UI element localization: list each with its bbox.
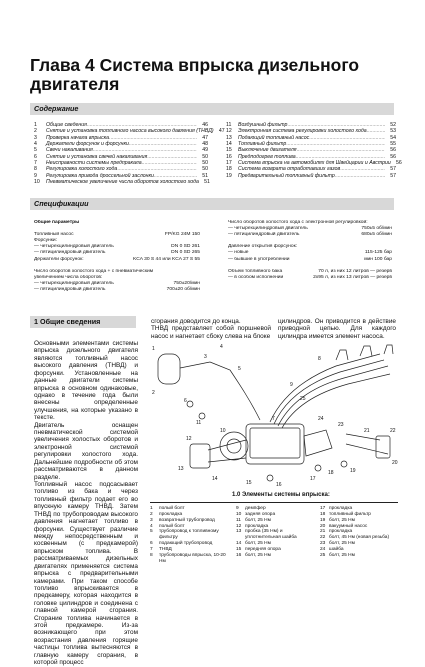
legend-item — [236, 529, 316, 541]
figure-caption-rule — [150, 502, 398, 503]
contents-item-title: Регулировка привода дроссельной заслонки — [46, 172, 154, 179]
figure-legend-column-3 — [320, 506, 400, 559]
legend-item — [150, 553, 232, 565]
callout-21: 21 — [364, 428, 370, 434]
callout-9: 9 — [290, 382, 293, 388]
spec-label: — четырехцилиндровый двигатель — [228, 226, 308, 232]
callout-5: 5 — [238, 366, 241, 372]
legend-item-number: 24 — [320, 546, 326, 552]
spec-left-column — [34, 220, 200, 293]
contents-item-title: Пневматическое увеличение числа оборотов холостого хода — [46, 179, 199, 186]
legend-item-text: полый болт — [159, 506, 185, 511]
legend-item-number: 2 — [150, 511, 153, 517]
legend-item-number: 15 — [236, 546, 242, 552]
contents-item-number: 7 — [34, 160, 37, 167]
contents-item-title: Снятие и установка топливного насоса высокого давления (ТНВД) — [46, 128, 214, 135]
legend-item-text: прокладка — [329, 506, 353, 511]
legend-item-number: 1 — [150, 506, 153, 511]
contents-item-page: 51 — [204, 179, 210, 186]
contents-item-title: Электронная система регулировки холостого хода — [238, 128, 367, 135]
spec-label: Держатели форсунок: — [34, 256, 84, 262]
contents-item-number: 11 — [226, 122, 232, 128]
callout-10: 10 — [220, 428, 226, 434]
callout-14: 14 — [212, 476, 218, 482]
callout-11: 11 — [196, 420, 202, 426]
legend-item-text: болт, 25 Нм — [245, 541, 271, 547]
contents-item-title: Свечи накаливания — [46, 147, 93, 154]
legend-item-number: 4 — [150, 523, 153, 529]
spec-value: 70 л, из них 12 литров — резерв — [318, 268, 392, 274]
legend-item-text: болт, 25 Нм — [329, 517, 355, 523]
callout-18: 18 — [328, 470, 334, 476]
spec-value: 2x95 л, из них 13 литров — резерв — [313, 274, 392, 280]
spec-label: Давление открытия форсунок: — [228, 244, 298, 250]
contents-item-title: Воздушный фильтр — [238, 122, 288, 128]
legend-item-number: 14 — [236, 541, 242, 547]
spec-heading: Спецификации — [34, 199, 89, 208]
contents-item-page: 47 — [218, 128, 225, 135]
contents-item-page: 53 — [390, 128, 396, 135]
callout-22: 22 — [390, 428, 396, 434]
contents-item-number: 12 — [226, 128, 232, 135]
section1-heading: 1 Общие сведения — [34, 317, 101, 326]
callout-6: 6 — [184, 398, 187, 404]
legend-item-text: демпфер — [245, 506, 266, 511]
contents-item-title: Снятие и установка свечей накаливания — [46, 153, 148, 160]
legend-item-number: 13 — [236, 529, 242, 535]
callout-19: 19 — [350, 468, 356, 474]
contents-item-page: 52 — [390, 122, 396, 128]
legend-item-number: 21 — [320, 529, 326, 535]
contents-item-leader — [335, 173, 385, 179]
callout-4: 4 — [220, 344, 223, 350]
legend-item — [236, 553, 316, 559]
contents-item — [226, 173, 396, 179]
callout-2: 2 — [152, 390, 155, 396]
legend-item-text: возвратный трубопровод — [159, 517, 215, 523]
callout-3: 3 — [204, 354, 207, 360]
legend-item-number: 12 — [236, 523, 242, 529]
contents-item-number: 5 — [34, 147, 37, 154]
spec-label: — четырехцилиндровый двигатель — [34, 280, 114, 286]
contents-item-page: 57 — [390, 172, 396, 179]
callout-16: 16 — [276, 482, 282, 488]
legend-item-text: болт, 45 Нм (новая резьба) — [329, 535, 390, 541]
legend-item-text: прокладка — [159, 511, 183, 517]
callout-7: 7 — [272, 416, 275, 422]
contents-item-number: 6 — [34, 153, 37, 160]
legend-item-number: 20 — [320, 523, 326, 529]
injection-system-drawing — [150, 340, 398, 488]
spec-value: 115-125 бар — [364, 250, 392, 256]
legend-item-text: задняя опора — [245, 511, 276, 517]
spec-label: — новые — [228, 250, 249, 256]
legend-item-text: трубопровод к топливному фильтру — [159, 529, 219, 541]
figure-legend-column-2 — [236, 506, 316, 559]
contents-item-number: 1 — [34, 122, 37, 128]
contents-item-title: Предварительный топливный фильтр — [238, 172, 335, 179]
spec-value: 700±20 об/мин — [166, 287, 200, 293]
section1-heading-bar — [30, 316, 136, 328]
spec-value: 750±20/мин — [173, 280, 200, 286]
contents-left-column — [34, 122, 225, 186]
spec-label: — бывшие в употреблении — [228, 256, 290, 262]
legend-item-number: 6 — [150, 541, 153, 547]
contents-item-title: Проверка начала впрыска — [46, 134, 110, 141]
contents-item-title: Топливный фильтр — [238, 141, 287, 148]
callout-20: 20 — [392, 460, 398, 466]
legend-item-text: болт, 25 Нм — [245, 517, 271, 523]
legend-item-number: 19 — [320, 517, 326, 523]
callout-24: 24 — [318, 416, 324, 422]
spec-label: — в особом исполнении — [228, 274, 284, 280]
contents-item-title: Подающий топливный насос — [238, 134, 310, 141]
spec-label: Объем топливного бака — [228, 268, 283, 274]
section1-continued-right: цилиндров. Он приводится в действие приводной цепью. Для каждого цилиндра имеется элемент насоса. — [278, 318, 396, 340]
contents-right-column — [226, 122, 402, 179]
legend-item-text: вакуумный насос — [329, 523, 368, 529]
chapter-title: Глава 4 Система впрыска дизельного двигателя — [30, 55, 360, 94]
legend-item-number: 9 — [236, 506, 239, 511]
legend-item-number: 5 — [150, 529, 153, 535]
contents-item-title: Система возврата отработавших газов — [238, 166, 341, 173]
legend-item-number: 8 — [150, 552, 153, 558]
legend-item-number: 3 — [150, 517, 153, 523]
spec-label: — пятицилиндровый двигатель — [34, 287, 106, 293]
callout-1: 1 — [152, 346, 155, 352]
legend-item-text: полый болт — [159, 523, 185, 529]
callout-23: 23 — [338, 422, 344, 428]
section1-body — [34, 340, 138, 667]
spec-label: Число оборотов холостого хода с электронной регулировкой: — [228, 220, 368, 225]
contents-item-number: 19 — [226, 172, 232, 179]
callout-17: 17 — [310, 476, 316, 482]
contents-item-title: Система впрыска на автомобилях для Швейцарии и Австрии — [238, 160, 391, 167]
legend-item-text: топливный фильтр — [329, 511, 371, 517]
spec-label: увеличением числа оборотов: — [34, 274, 103, 280]
legend-item — [150, 529, 232, 541]
legend-item-text: болт, 25 Нм — [329, 541, 355, 547]
legend-item-number: 25 — [320, 552, 326, 558]
contents-item-number: 14 — [226, 141, 232, 148]
callout-13: 13 — [178, 466, 184, 472]
contents-item-number: 4 — [34, 141, 37, 148]
legend-item-text: подающий трубопровод — [159, 541, 213, 547]
legend-item-number: 10 — [236, 511, 242, 517]
spec-value: KCA 30 S 44 или KCA 27 S 55 — [132, 256, 200, 262]
contents-item-title: Выключение двигателя — [238, 147, 297, 154]
contents-item-page: 50 — [202, 153, 208, 160]
contents-item-title: Держатели форсунок и форсунки — [46, 141, 129, 148]
contents-heading-bar — [30, 103, 394, 115]
figure-legend-column-1 — [150, 506, 232, 564]
legend-item — [320, 553, 400, 559]
legend-item-number: 16 — [236, 552, 242, 558]
contents-item-page: 50 — [202, 166, 208, 173]
contents-item-title: Регулировка холостого хода — [46, 166, 118, 173]
legend-item-text: прокладка — [245, 523, 269, 529]
callout-15: 15 — [246, 480, 252, 486]
section1-paragraph-2: Двигатель оснащен пневматической системой увеличения холостых оборотов и электронной системой регулировки холостого хода. Дальнейшие подробности об этом рассматриваются в данном разделе. — [34, 421, 138, 481]
legend-item-number: 22 — [320, 535, 326, 541]
section1-paragraph-1: Основными элементами системы впрыска дизельного двигателя являются топливный насос высокого давления (ТНВД) и форсунки. Установленные на данные двигатели системы впрыска в основном одинаковые, однако в течение года были внесены определенные улучшения, на которые указано в тексте. — [34, 340, 138, 422]
spec-label: Форсунки: — [34, 238, 57, 244]
spec-label: — четырехцилиндровый двигатель — [34, 244, 114, 250]
spec-label: Топливный насос — [34, 232, 74, 238]
spec-row — [34, 287, 200, 293]
spec-right-column — [228, 220, 392, 281]
contents-item-page: 50 — [202, 160, 208, 167]
contents-item-page: 47 — [202, 134, 208, 141]
legend-item-text: болт, 25 Нм — [245, 552, 271, 558]
legend-item-text: болт, 25 Нм — [329, 552, 355, 558]
legend-item-text: ТНВД — [159, 546, 172, 552]
contents-item-page: 56 — [396, 160, 402, 167]
contents-item-title: Неисправности системы предпракала — [46, 160, 142, 167]
legend-item-text: трубопроводы впрыска, 10-20 Нм — [159, 552, 226, 564]
section1-continued-mid: сгорания доводится до конца. ТНВД представляет собой поршневой насос и нагнетает сбоку слева на блоке — [151, 318, 271, 340]
legend-item-text: пробка (35 Нм) и уплотнительная шайба — [245, 529, 297, 541]
callout-8: 8 — [318, 356, 321, 362]
contents-item-page: 51 — [202, 172, 208, 179]
spec-label: — пятицилиндровый двигатель — [34, 250, 106, 256]
spec-value: 750±5 об/мин — [361, 226, 392, 232]
contents-item-number: 2 — [34, 128, 37, 135]
legend-item-number: 23 — [320, 541, 326, 547]
legend-item-number: 11 — [236, 517, 241, 523]
contents-item-number: 18 — [226, 166, 232, 173]
contents-heading: Содержание — [34, 104, 79, 113]
spec-value: DN 0 SD 261 — [171, 244, 200, 250]
spec-label: Общие параметры — [34, 220, 80, 225]
injection-system-figure — [150, 340, 398, 488]
legend-item-text: шайба — [329, 546, 344, 552]
figure-caption: 1.0 Элементы системы впрыска: — [232, 492, 330, 498]
contents-item-page: 56 — [390, 153, 396, 160]
contents-item-page: 49 — [202, 147, 208, 154]
contents-item-title: Общие сведения — [46, 122, 87, 128]
contents-item-page: 55 — [390, 141, 396, 148]
contents-item-number: 16 — [226, 153, 232, 160]
spec-row — [228, 275, 392, 281]
callout-12: 12 — [186, 436, 192, 442]
spec-value: FP/KG 24M 150 — [164, 232, 200, 238]
contents-item — [34, 179, 208, 185]
contents-item-number: 10 — [34, 179, 40, 186]
callout-25: 25 — [300, 396, 306, 402]
contents-item-page: 57 — [390, 166, 396, 173]
spec-label: Число оборотов холостого хода + с пневматическим — [34, 268, 154, 274]
section1-paragraph-3: Топливный насос подсасывает топливо из бака и через топливный фильтр подает его во впускную камеру ТНВД. Затем ТНВД по трубопроводам высокого давления нагнетает топливо в форсунки. Существует различие между непосредственным и косвенным (с предкамерой) впрыском топлива. В рассматриваемых дизельных двигателях применяется система впрыска с предварительными камерами. При таком способе топливо впрыскивается в предкамеру, которая находится в головке цилиндров и соединена с главной камерой сгорания. Сгорание топлива начинается в этой предкамере. Из-за возникающего при этом возрастания давления горящие частицы топлива вытесняются в главную камеру сгорания, в которой процесс — [34, 481, 138, 667]
legend-item-number: 18 — [320, 511, 326, 517]
contents-item-number: 13 — [226, 134, 232, 141]
contents-item-number: 9 — [34, 172, 37, 179]
spec-value: мин 100 бар — [364, 256, 392, 262]
legend-item-text: прокладка — [329, 529, 353, 535]
contents-item-number: 17 — [226, 160, 232, 167]
contents-item-number: 3 — [34, 134, 37, 141]
legend-item-text: передняя опора — [245, 546, 281, 552]
legend-item-number: 7 — [150, 546, 153, 552]
spec-value: 680±5 об/мин — [361, 232, 392, 238]
spec-value: DN 0 SD 265 — [171, 250, 200, 256]
spec-label: — пятицилиндровый двигатель — [228, 232, 300, 238]
legend-item-number: 17 — [320, 506, 326, 511]
contents-item-page: 46 — [202, 122, 208, 128]
contents-item-number: 15 — [226, 147, 232, 154]
contents-item-page: 54 — [390, 134, 396, 141]
spec-heading-bar — [30, 198, 394, 210]
contents-item-number: 8 — [34, 166, 37, 173]
contents-item-page: 56 — [390, 147, 396, 154]
contents-item-page: 48 — [202, 141, 208, 148]
contents-item-title: Предподогрев топлива — [238, 153, 296, 160]
